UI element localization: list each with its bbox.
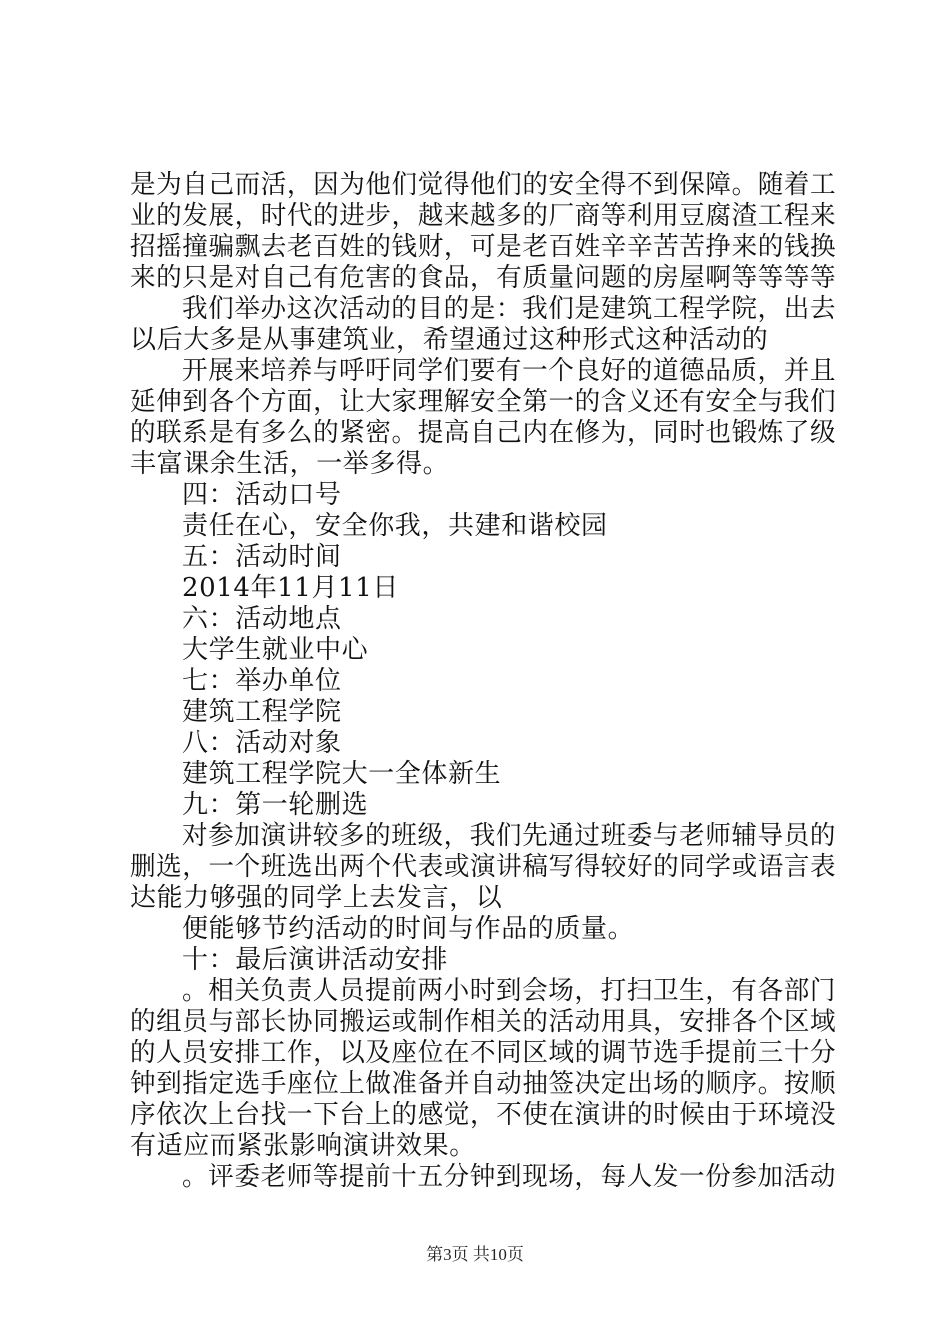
body-line: 丰富课余生活，一举多得。 [130,449,450,479]
body-line: 钟到指定选手座位上做准备并自动抽签决定出场的顺序。按顺 [130,1069,837,1099]
body-line: 招摇撞骗飘去老百姓的钱财，可是老百姓辛辛苦苦挣来的钱换 [130,232,837,262]
body-line: 。相关负责人员提前两小时到会场，打扫卫生，有各部门 [182,976,837,1006]
body-line: 。评委老师等提前十五分钟到现场，每人发一份参加活动 [182,1162,837,1192]
body-line: 2014年11月11日 [182,573,399,603]
body-line: 达能力够强的同学上去发言，以 [130,883,503,913]
body-line: 是为自己而活，因为他们觉得他们的安全得不到保障。随着工 [130,170,837,200]
body-line: 以后大多是从事建筑业，希望通过这种形式这种活动的 [130,325,769,355]
body-line: 我们举办这次活动的目的是：我们是建筑工程学院，出去 [182,294,837,324]
body-line: 开展来培养与呼吁同学们要有一个良好的道德品质，并且 [182,356,837,386]
body-line: 序依次上台找一下台上的感觉，不使在演讲的时候由于环境没 [130,1100,837,1130]
section-heading: 六：活动地点 [182,604,342,634]
section-heading: 四：活动口号 [182,480,342,510]
body-line: 建筑工程学院大一全体新生 [182,759,502,789]
section-heading: 九：第一轮删选 [182,790,369,820]
body-line: 的人员安排工作，以及座位在不同区域的调节选手提前三十分 [130,1038,837,1068]
body-line: 责任在心，安全你我，共建和谐校园 [182,511,608,541]
body-line: 有适应而紧张影响演讲效果。 [130,1131,476,1161]
section-heading: 七：举办单位 [182,666,342,696]
body-line: 大学生就业中心 [182,635,369,665]
body-line: 的组员与部长协同搬运或制作相关的活动用具，安排各个区域 [130,1007,837,1037]
body-line: 对参加演讲较多的班级，我们先通过班委与老师辅导员的 [182,821,837,851]
body-line: 的联系是有多么的紧密。提高自己内在修为，同时也锻炼了级 [130,418,837,448]
body-line: 来的只是对自己有危害的食品，有质量问题的房屋啊等等等等 [130,263,837,293]
section-heading: 十：最后演讲活动安排 [182,945,449,975]
section-heading: 八：活动对象 [182,728,342,758]
section-heading: 五：活动时间 [182,542,342,572]
body-line: 建筑工程学院 [182,697,342,727]
body-line: 延伸到各个方面，让大家理解安全第一的含义还有安全与我们 [130,387,837,417]
page-number-footer: 第3页 共10页 [426,1245,524,1264]
body-line: 便能够节约活动的时间与作品的质量。 [182,914,635,944]
body-line: 业的发展，时代的进步，越来越多的厂商等利用豆腐渣工程来 [130,201,837,231]
body-line: 删选，一个班选出两个代表或演讲稿写得较好的同学或语言表 [130,852,837,882]
